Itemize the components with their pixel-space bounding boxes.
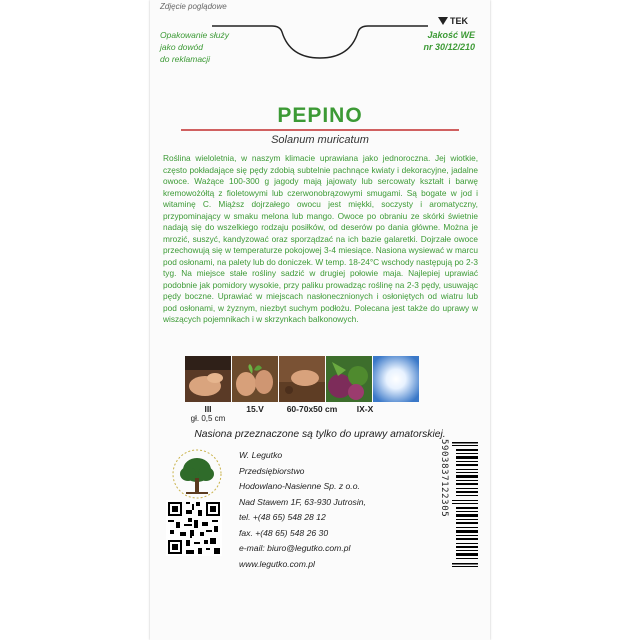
planting-label: 15.V <box>246 404 264 414</box>
spacing-label: 60-70x50 cm <box>286 404 338 414</box>
tek-label: TEK <box>450 16 468 26</box>
barcode <box>452 440 478 570</box>
barcode-number <box>438 440 450 570</box>
company-line-2: Przedsiębiorstwo <box>239 465 305 476</box>
tek-logo <box>438 16 468 26</box>
sowing-depth: gł. 0,5 cm <box>190 414 226 423</box>
hanger-hole-icon <box>210 18 430 68</box>
product-description: Roślina wieloletnia, w naszym klimacie uprawiana jako jednoroczna. Jej wiotkie, często pokładające się pędy zdobią subtelnie pachnące kwiaty i dekoracyjne, jadalne owoce. Ważące 100-300 g jagody mają jajowaty lub sercowaty kształt i barwę kremowożółtą z fioletowymi lub czerwonobrązowymi smugami. Są bogate w jod i witaminę C. Miąższ dojrzałego owocu jest miękki, soczysty i aromatyczny, przypominający w smaku melona lub mango. Owoce po obraniu ze skórki świetnie nadają się do wszelkiego rodzaju posiłków, od deserów po dania główne. Można je mrozić, suszyć, kandyzować oraz sporządzać na ich bazie galaretki. Dojrzałe owoce przechowują się w temperaturze pokojowej 3-4 miesiące. Nasiona wysiewać w marcu pod osłonami, na palety lub do doniczek. W temp. 18-24°C wschody następują po 2-3 tyg. Na miejsce stałe rośliny sadzić w drugiej połowie maja. Najlepiej uprawiać podobnie jak pomidory wysokie, przy paliku prowadząc roślinę na 2-3 pędy, usuwając pędy boczne. Uprawiać w miejscach nasłonecznionych i osłoniętych od wiatru lub pod osłonami, w żyznym, niezbyt suchym podłożu. Polecana jest także do uprawy w wiszących pojemnikach i w skrzynkach balkonowych. <box>163 153 478 324</box>
tek-triangle-icon <box>438 17 448 25</box>
cultivation-photos <box>185 356 419 402</box>
notice-line-3: do reklamacji <box>160 54 211 64</box>
harvest-photo <box>326 356 372 402</box>
company-street: Nad Stawem 1F, 63-930 Jutrosin, <box>239 496 366 507</box>
spacing-photo <box>279 356 325 402</box>
legutko-tree-logo <box>166 446 228 508</box>
company-name: W. Legutko <box>239 450 283 460</box>
photo-caption: Zdjęcie poglądowe <box>160 2 227 11</box>
qr-code[interactable] <box>166 500 222 556</box>
notice-line-1: Opakowanie służy <box>160 30 229 40</box>
quality-line-1: Jakość WE <box>427 30 475 40</box>
sowing-photo <box>185 356 231 402</box>
barcode-digits: 5903837122305 <box>439 439 449 518</box>
company-tel: tel. +(48 65) 548 28 12 <box>239 512 326 522</box>
amateur-notice: Nasiona przeznaczone są tylko do uprawy amatorskiej. <box>194 429 446 440</box>
notice-line-2: jako dowód <box>160 42 204 52</box>
sowing-month: III <box>204 404 212 414</box>
cultivation-labels <box>185 404 425 430</box>
sun-photo <box>373 356 419 402</box>
harvest-label: IX-X <box>356 404 374 414</box>
company-line-3: Hodowlano-Nasienne Sp. z o.o. <box>239 481 360 491</box>
company-web[interactable]: www.legutko.com.pl <box>239 558 315 569</box>
sowing-label <box>185 404 231 423</box>
company-email[interactable]: e-mail: biuro@legutko.com.pl <box>239 543 351 553</box>
company-fax: fax. +(48 65) 548 26 30 <box>239 527 329 538</box>
product-title: PEPINO <box>277 104 363 127</box>
latin-name: Solanum muricatum <box>271 134 369 146</box>
quality-line-2: nr 30/12/210 <box>423 42 475 52</box>
title-divider <box>181 129 459 131</box>
company-address <box>239 448 366 572</box>
planting-photo <box>232 356 278 402</box>
